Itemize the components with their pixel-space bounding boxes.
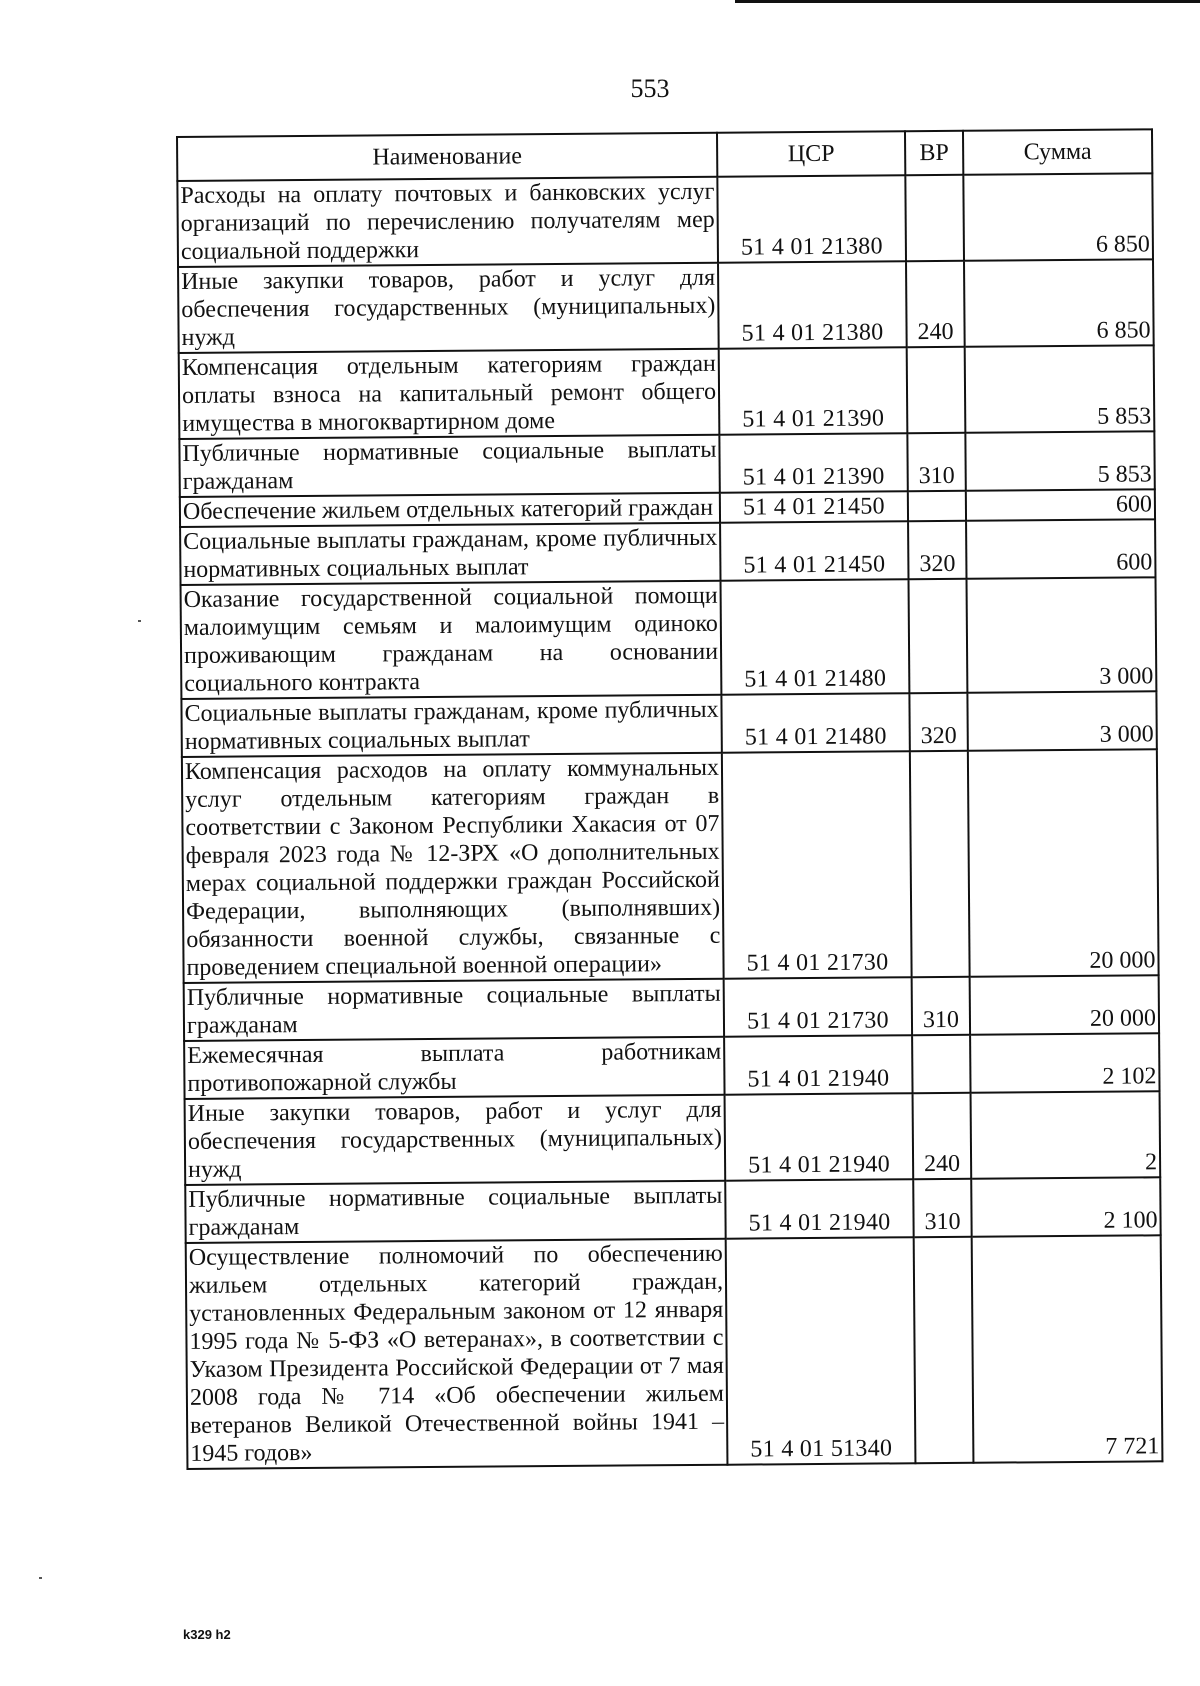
row-sum: 20 000 — [970, 975, 1159, 1034]
row-type: 320 — [909, 693, 967, 751]
table-body — [177, 173, 1162, 1469]
row-name: Социальные выплаты гражданам, кроме публичных нормативных социальных выплат — [180, 523, 720, 585]
row-name: Иные закупки товаров, работ и услуг для обеспечения государственных (муниципальных) нужд — [178, 263, 719, 353]
scan-speck — [39, 1577, 42, 1579]
footer-code: k329 h2 — [183, 1627, 231, 1642]
row-sum: 7 721 — [972, 1235, 1163, 1462]
row-type — [914, 1237, 974, 1463]
row-name: Расходы на оплату почтовых и банковских услуг организаций по перечислению получателям мер социальной поддержки — [177, 177, 718, 267]
row-code: 51 4 01 21730 — [722, 751, 912, 978]
row-type: 310 — [912, 977, 970, 1035]
row-name: Социальные выплаты гражданам, кроме публичных нормативных социальных выплат — [181, 695, 721, 757]
table-row — [179, 431, 1154, 497]
row-name: Ежемесячная выплата работникам противопожарной службы — [184, 1037, 724, 1099]
row-sum: 2 100 — [971, 1177, 1160, 1236]
table-row — [182, 749, 1159, 983]
table-row — [184, 1033, 1159, 1099]
header-sum: Сумма — [963, 129, 1152, 174]
row-sum: 2 — [971, 1091, 1161, 1178]
row-code: 51 4 01 21940 — [725, 1093, 914, 1180]
row-sum: 20 000 — [968, 749, 1159, 976]
row-sum: 2 102 — [970, 1033, 1159, 1092]
table-row — [178, 259, 1154, 353]
row-sum: 3 000 — [967, 691, 1156, 750]
row-type — [909, 579, 968, 693]
row-type — [905, 175, 964, 261]
table-row — [180, 519, 1155, 585]
table-row — [181, 691, 1156, 757]
row-sum: 5 853 — [965, 431, 1154, 490]
budget-table — [176, 128, 1163, 1470]
row-name: Компенсация отдельным категориям граждан оплаты взноса на капитальный ремонт общего имущества в многоквартирном доме — [179, 349, 720, 439]
row-code: 51 4 01 21940 — [725, 1179, 913, 1238]
table-row — [177, 173, 1153, 267]
header-code: ЦСР — [717, 131, 905, 176]
row-name: Публичные нормативные социальные выплаты гражданам — [185, 1181, 725, 1243]
row-name: Обеспечение жильем отдельных категорий граждан — [180, 493, 720, 527]
header-row — [177, 129, 1152, 181]
row-code: 51 4 01 21450 — [720, 521, 908, 580]
row-code: 51 4 01 21380 — [718, 261, 907, 348]
scan-speck — [138, 620, 141, 622]
row-type — [910, 751, 970, 977]
page-number: 553 — [630, 74, 670, 103]
row-code: 51 4 01 21940 — [724, 1035, 912, 1094]
header-name: Наименование — [177, 133, 717, 181]
table-row — [185, 1177, 1160, 1243]
row-code: 51 4 01 21390 — [719, 433, 907, 492]
row-sum: 3 000 — [967, 577, 1157, 692]
table-header — [177, 129, 1152, 181]
row-code: 51 4 01 21730 — [724, 977, 912, 1036]
row-type: 240 — [906, 261, 965, 347]
top-scan-rule — [735, 0, 1200, 3]
row-sum: 6 850 — [964, 259, 1154, 346]
row-name: Иные закупки товаров, работ и услуг для обеспечения государственных (муниципальных) нужд — [185, 1095, 726, 1185]
row-sum: 600 — [966, 489, 1155, 520]
table-row — [185, 1091, 1161, 1185]
row-type: 310 — [907, 433, 965, 491]
row-sum: 6 850 — [963, 173, 1153, 260]
row-code: 51 4 01 21480 — [721, 693, 909, 752]
row-type: 240 — [913, 1093, 972, 1179]
row-name: Компенсация расходов на оплату коммунальных услуг отдельным категориям граждан в соответствии с Законом Республики Хакасия от 07 февраля 2023 года № 12-ЗРХ «О дополнительных мерах социальной поддержки граждан Российской Федерации, выполняющих (выполнявших) обязанности военной службы, связанные с проведением специальной военной операции» — [182, 753, 724, 983]
row-code: 51 4 01 21380 — [717, 175, 906, 262]
table-row — [179, 345, 1155, 439]
row-name: Публичные нормативные социальные выплаты гражданам — [179, 435, 719, 497]
row-sum: 5 853 — [965, 345, 1155, 432]
row-code: 51 4 01 21450 — [720, 491, 908, 522]
table-row — [186, 1235, 1163, 1469]
row-type: 320 — [908, 521, 966, 579]
table-row — [184, 975, 1159, 1041]
row-name: Публичные нормативные социальные выплаты гражданам — [184, 979, 724, 1041]
row-name: Осуществление полномочий по обеспечению жильем отдельных категорий граждан, установленных Федеральным законом от 12 января 1995 года № 5-ФЗ «О ветеранах», в соответствии с Указом Президента Российской Федерации от 7 мая 2008 года № 714 «Об обеспечении жильем ветеранов Великой Отечественной войны 1941 – 1945 годов» — [186, 1239, 728, 1469]
row-type — [908, 491, 966, 521]
row-type — [912, 1035, 970, 1093]
row-sum: 600 — [966, 519, 1155, 578]
header-type: ВР — [905, 131, 963, 175]
table-row — [181, 577, 1157, 699]
row-type: 310 — [913, 1179, 971, 1237]
row-name: Оказание государственной социальной помощи малоимущим семьям и малоимущим одиноко проживающим гражданам на основании социального контракта — [181, 581, 722, 699]
row-code: 51 4 01 21480 — [721, 579, 910, 694]
row-code: 51 4 01 21390 — [719, 347, 908, 434]
row-code: 51 4 01 51340 — [726, 1237, 916, 1464]
row-type — [907, 347, 966, 433]
